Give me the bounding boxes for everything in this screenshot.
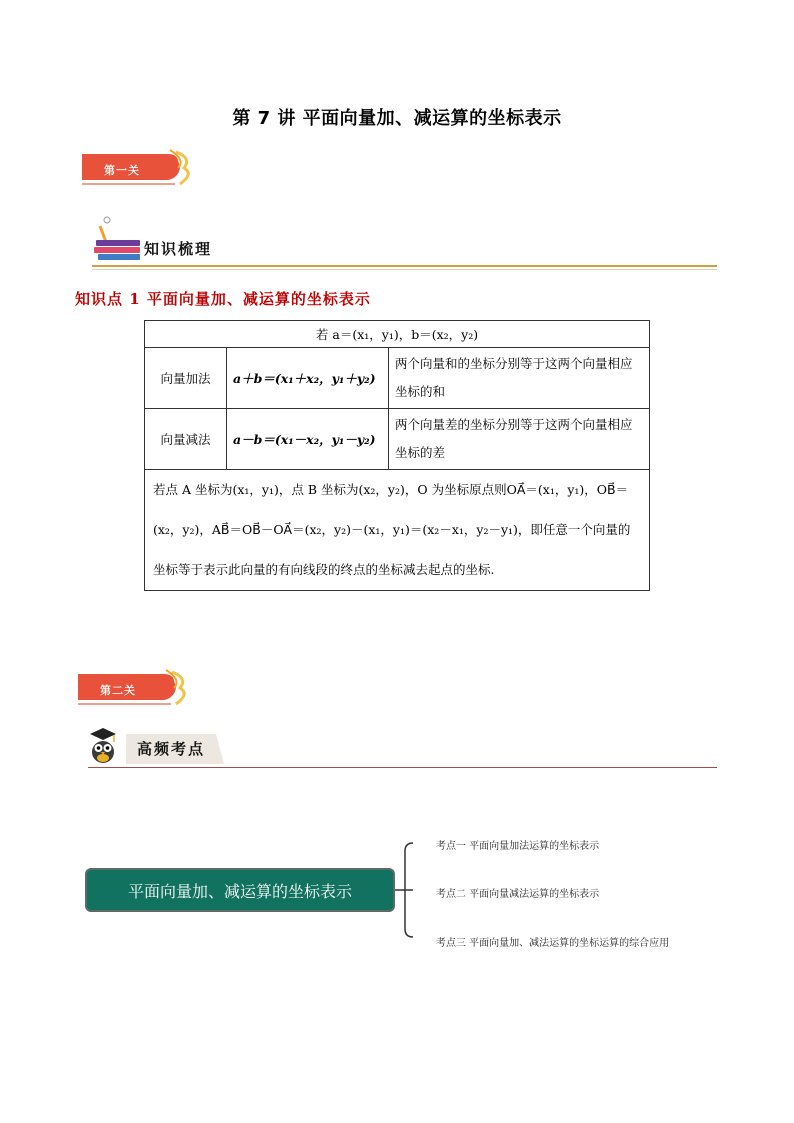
section-rule-1 (92, 265, 717, 267)
row-desc: 两个向量和的坐标分别等于这两个向量相应坐标的和 (389, 348, 650, 409)
owl-icon (88, 726, 118, 764)
mindmap-center-node: 平面向量加、减运算的坐标表示 (85, 868, 395, 912)
row-label: 向量减法 (145, 409, 227, 470)
table-header-cell: 若 a＝(x₁，y₁)，b＝(x₂，y₂) (145, 321, 650, 348)
mindmap-branch: 考点二 平面向量减法运算的坐标表示 (436, 889, 600, 900)
row-formula: a－b＝(x₁－x₂，y₁－y₂) (227, 409, 389, 470)
row-formula: a＋b＝(x₁＋x₂，y₁＋y₂) (227, 348, 389, 409)
section-rule-1-thin (92, 269, 717, 270)
level-banner-1-label: 第一关 (104, 164, 140, 177)
table-row (145, 348, 650, 409)
row-label: 向量加法 (145, 348, 227, 409)
table-header-row (145, 321, 650, 348)
table-row (145, 409, 650, 470)
mindmap-branch: 考点三 平面向量加、减法运算的坐标运算的综合应用 (436, 938, 670, 949)
section-title-highfreq: 高频考点 (137, 740, 206, 758)
level-banner-2-label: 第二关 (100, 684, 136, 697)
knowledge-point-title: 知识点 1 平面向量加、减运算的坐标表示 (75, 290, 371, 308)
mindmap-branch: 考点一 平面向量加法运算的坐标表示 (436, 841, 600, 852)
page-title: 第 7 讲 平面向量加、减运算的坐标表示 (232, 108, 562, 129)
section-title-knowledge: 知识梳理 (144, 240, 213, 258)
table-note-row (145, 470, 650, 591)
knowledge-table (144, 320, 650, 591)
mindmap-connector (395, 835, 435, 945)
books-icon (92, 214, 144, 266)
row-desc: 两个向量差的坐标分别等于这两个向量相应坐标的差 (389, 409, 650, 470)
table-note-cell: 若点 A 坐标为(x₁，y₁)，点 B 坐标为(x₂，y₂)，O 为坐标原点则OA⃗＝(x₁，y₁)，OB⃗＝(x₂，y₂)，AB⃗＝OB⃗－OA⃗＝(x₂，y₂)－(x₁，y₁)＝(x₂－x₁，y₂－y₁)，即任意一个向量的坐标等于表示此向量的有向线段的终点的坐标减去起点的坐标. (145, 470, 650, 591)
section-rule-2 (88, 767, 717, 768)
